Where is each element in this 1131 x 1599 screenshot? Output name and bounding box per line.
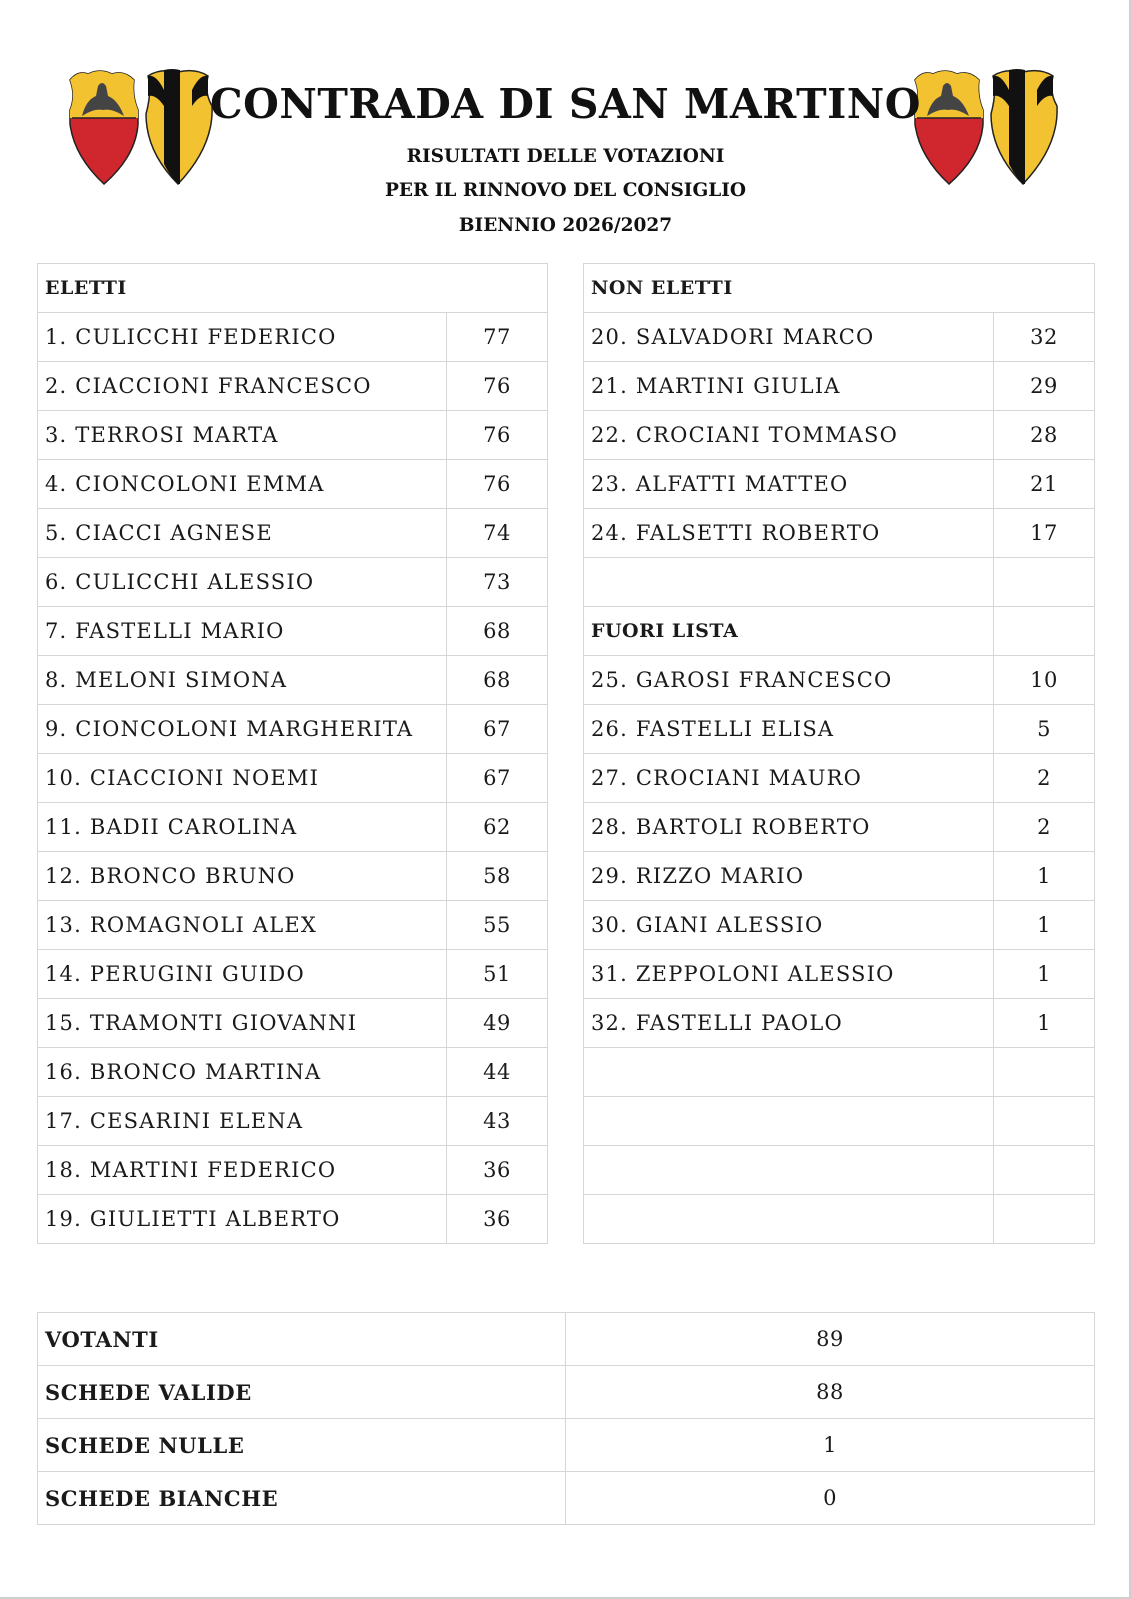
candidate-name: 13. ROMAGNOLI ALEX xyxy=(38,901,447,950)
vote-count: 49 xyxy=(447,999,548,1048)
vote-count: 43 xyxy=(447,1097,548,1146)
subtitle-line-1: RISULTATI DELLE VOTAZIONI xyxy=(406,146,725,167)
candidate-name: 32. FASTELLI PAOLO xyxy=(584,999,994,1048)
summary-label: VOTANTI xyxy=(38,1313,566,1366)
empty-row xyxy=(584,1146,1095,1195)
summary-value: 1 xyxy=(566,1419,1095,1472)
vote-count: 1 xyxy=(994,852,1095,901)
vote-count: 1 xyxy=(994,950,1095,999)
summary-label: SCHEDE BIANCHE xyxy=(38,1472,566,1525)
summary-row xyxy=(38,1472,1095,1525)
eletti-row xyxy=(38,313,548,362)
contrada-coat-of-arms-right xyxy=(913,66,1061,190)
eletti-row xyxy=(38,1195,548,1244)
eletti-table xyxy=(37,263,548,1244)
candidate-name: 4. CIONCOLONI EMMA xyxy=(38,460,447,509)
candidate-name: 21. MARTINI GIULIA xyxy=(584,362,994,411)
fuori-lista-row xyxy=(584,803,1095,852)
vote-count: 36 xyxy=(447,1146,548,1195)
eletti-row xyxy=(38,1048,548,1097)
summary-label: SCHEDE VALIDE xyxy=(38,1366,566,1419)
vote-count: 51 xyxy=(447,950,548,999)
candidate-name: 9. CIONCOLONI MARGHERITA xyxy=(38,705,447,754)
candidate-name: 22. CROCIANI TOMMASO xyxy=(584,411,994,460)
empty-cell xyxy=(994,558,1095,607)
subtitle-line-3: BIENNIO 2026/2027 xyxy=(458,215,673,236)
empty-cell xyxy=(994,1048,1095,1097)
candidate-name: 29. RIZZO MARIO xyxy=(584,852,994,901)
candidate-name: 26. FASTELLI ELISA xyxy=(584,705,994,754)
candidate-name: 20. SALVADORI MARCO xyxy=(584,313,994,362)
fuori-lista-row xyxy=(584,999,1095,1048)
vote-count: 28 xyxy=(994,411,1095,460)
empty-row xyxy=(584,1048,1095,1097)
candidate-name: 17. CESARINI ELENA xyxy=(38,1097,447,1146)
empty-cell xyxy=(584,1048,994,1097)
candidate-name: 5. CIACCI AGNESE xyxy=(38,509,447,558)
eletti-row xyxy=(38,705,548,754)
eletti-row xyxy=(38,901,548,950)
candidate-name: 30. GIANI ALESSIO xyxy=(584,901,994,950)
vote-count: 67 xyxy=(447,754,548,803)
page-title: CONTRADA DI SAN MARTINO xyxy=(210,80,921,128)
non-eletti-table xyxy=(583,263,1095,1244)
vote-count: 36 xyxy=(447,1195,548,1244)
non-eletti-row xyxy=(584,411,1095,460)
vote-count: 1 xyxy=(994,999,1095,1048)
eletti-row xyxy=(38,362,548,411)
vote-count: 73 xyxy=(447,558,548,607)
empty-row xyxy=(584,1195,1095,1244)
eletti-row xyxy=(38,950,548,999)
eletti-row xyxy=(38,1146,548,1195)
summary-row xyxy=(38,1366,1095,1419)
vote-count: 58 xyxy=(447,852,548,901)
non-eletti-heading-row xyxy=(584,264,1095,313)
eletti-row xyxy=(38,607,548,656)
fuori-lista-row xyxy=(584,656,1095,705)
eletti-row xyxy=(38,852,548,901)
non-eletti-row xyxy=(584,460,1095,509)
candidate-name: 7. FASTELLI MARIO xyxy=(38,607,447,656)
vote-count: 62 xyxy=(447,803,548,852)
candidate-name: 18. MARTINI FEDERICO xyxy=(38,1146,447,1195)
vote-count: 76 xyxy=(447,362,548,411)
candidate-name: 10. CIACCIONI NOEMI xyxy=(38,754,447,803)
eletti-heading: ELETTI xyxy=(38,264,548,313)
vote-count: 1 xyxy=(994,901,1095,950)
vote-count: 76 xyxy=(447,411,548,460)
summary-value: 88 xyxy=(566,1366,1095,1419)
empty-cell xyxy=(584,558,994,607)
vote-count: 21 xyxy=(994,460,1095,509)
vote-count: 68 xyxy=(447,607,548,656)
vote-count: 77 xyxy=(447,313,548,362)
eletti-row xyxy=(38,656,548,705)
eletti-row xyxy=(38,1097,548,1146)
vote-count: 17 xyxy=(994,509,1095,558)
candidate-name: 8. MELONI SIMONA xyxy=(38,656,447,705)
fuori-lista-heading-row xyxy=(584,607,1095,656)
candidate-name: 14. PERUGINI GUIDO xyxy=(38,950,447,999)
empty-row xyxy=(584,1097,1095,1146)
eletti-heading-row xyxy=(38,264,548,313)
eletti-row xyxy=(38,754,548,803)
vote-count: 10 xyxy=(994,656,1095,705)
vote-count: 67 xyxy=(447,705,548,754)
candidate-name: 28. BARTOLI ROBERTO xyxy=(584,803,994,852)
candidate-name: 23. ALFATTI MATTEO xyxy=(584,460,994,509)
candidate-name: 19. GIULIETTI ALBERTO xyxy=(38,1195,447,1244)
empty-cell xyxy=(994,1195,1095,1244)
fuori-lista-heading: FUORI LISTA xyxy=(584,607,994,656)
contrada-coat-of-arms-left xyxy=(68,66,216,190)
empty-cell xyxy=(994,1146,1095,1195)
eletti-row xyxy=(38,558,548,607)
empty-cell xyxy=(584,1195,994,1244)
eletti-row xyxy=(38,411,548,460)
summary-value: 89 xyxy=(566,1313,1095,1366)
summary-row xyxy=(38,1419,1095,1472)
empty-cell xyxy=(584,1146,994,1195)
empty-cell xyxy=(584,1097,994,1146)
non-eletti-heading: NON ELETTI xyxy=(584,264,1095,313)
vote-count: 76 xyxy=(447,460,548,509)
non-eletti-row xyxy=(584,313,1095,362)
vote-count: 68 xyxy=(447,656,548,705)
summary-value: 0 xyxy=(566,1472,1095,1525)
candidate-name: 3. TERROSI MARTA xyxy=(38,411,447,460)
fuori-lista-row xyxy=(584,901,1095,950)
eletti-row xyxy=(38,509,548,558)
fuori-lista-row xyxy=(584,950,1095,999)
candidate-name: 31. ZEPPOLONI ALESSIO xyxy=(584,950,994,999)
vote-count: 2 xyxy=(994,803,1095,852)
vote-count: 32 xyxy=(994,313,1095,362)
spacer-row xyxy=(584,558,1095,607)
candidate-name: 25. GAROSI FRANCESCO xyxy=(584,656,994,705)
candidate-name: 1. CULICCHI FEDERICO xyxy=(38,313,447,362)
vote-count: 74 xyxy=(447,509,548,558)
candidate-name: 24. FALSETTI ROBERTO xyxy=(584,509,994,558)
summary-label: SCHEDE NULLE xyxy=(38,1419,566,1472)
non-eletti-row xyxy=(584,362,1095,411)
summary-row xyxy=(38,1313,1095,1366)
candidate-name: 16. BRONCO MARTINA xyxy=(38,1048,447,1097)
candidate-name: 6. CULICCHI ALESSIO xyxy=(38,558,447,607)
summary-table xyxy=(37,1312,1095,1525)
vote-count: 5 xyxy=(994,705,1095,754)
candidate-name: 27. CROCIANI MAURO xyxy=(584,754,994,803)
candidate-name: 2. CIACCIONI FRANCESCO xyxy=(38,362,447,411)
yellow-black-shield-icon xyxy=(991,69,1057,184)
fuori-lista-row xyxy=(584,705,1095,754)
vote-count: 44 xyxy=(447,1048,548,1097)
subtitle-line-2: PER IL RINNOVO DEL CONSIGLIO xyxy=(384,180,747,201)
non-eletti-row xyxy=(584,509,1095,558)
candidate-name: 15. TRAMONTI GIOVANNI xyxy=(38,999,447,1048)
vote-count: 29 xyxy=(994,362,1095,411)
empty-cell xyxy=(994,607,1095,656)
candidate-name: 11. BADII CAROLINA xyxy=(38,803,447,852)
eletti-row xyxy=(38,803,548,852)
empty-cell xyxy=(994,1097,1095,1146)
eletti-row xyxy=(38,999,548,1048)
candidate-name: 12. BRONCO BRUNO xyxy=(38,852,447,901)
fuori-lista-row xyxy=(584,754,1095,803)
vote-count: 55 xyxy=(447,901,548,950)
eagle-shield-icon xyxy=(70,71,138,184)
vote-count: 2 xyxy=(994,754,1095,803)
eletti-row xyxy=(38,460,548,509)
fuori-lista-row xyxy=(584,852,1095,901)
